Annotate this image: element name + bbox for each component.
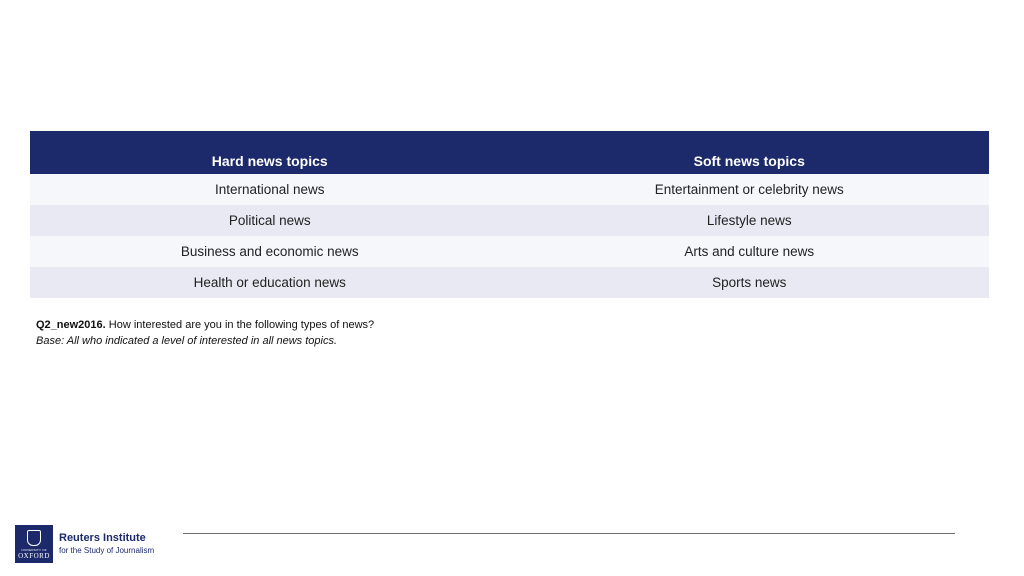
table-row (30, 205, 989, 236)
crest-university-text: UNIVERSITY OF (21, 548, 47, 552)
footer-divider (183, 533, 955, 534)
question-id: Q2_new2016. (36, 319, 106, 331)
footnote (36, 317, 374, 349)
oxford-crest-icon (15, 525, 53, 563)
soft-news-header: Soft news topics (510, 131, 990, 174)
table-header-row (30, 131, 989, 174)
question-line (36, 317, 374, 333)
table-row (30, 267, 989, 298)
logo-name: Reuters Institute (59, 532, 146, 544)
hard-news-cell: International news (30, 174, 510, 205)
logo-subtitle: for the Study of Journalism (59, 546, 155, 555)
table-row (30, 174, 989, 205)
crest-oxford-text: OXFORD (18, 552, 50, 560)
soft-news-cell: Entertainment or celebrity news (510, 174, 990, 205)
reuters-institute-logo (15, 525, 154, 563)
hard-news-cell: Political news (30, 205, 510, 236)
question-text: How interested are you in the following types of news? (105, 319, 375, 331)
logo-text (59, 532, 154, 556)
table-row (30, 236, 989, 267)
hard-news-cell: Health or education news (30, 267, 510, 298)
news-topics-table (30, 131, 989, 298)
soft-news-cell: Sports news (510, 267, 990, 298)
hard-news-header: Hard news topics (30, 131, 510, 174)
crest-seal-icon (27, 530, 41, 546)
hard-news-cell: Business and economic news (30, 236, 510, 267)
soft-news-cell: Arts and culture news (510, 236, 990, 267)
soft-news-cell: Lifestyle news (510, 205, 990, 236)
base-note: Base: All who indicated a level of interested in all news topics. (36, 335, 338, 347)
